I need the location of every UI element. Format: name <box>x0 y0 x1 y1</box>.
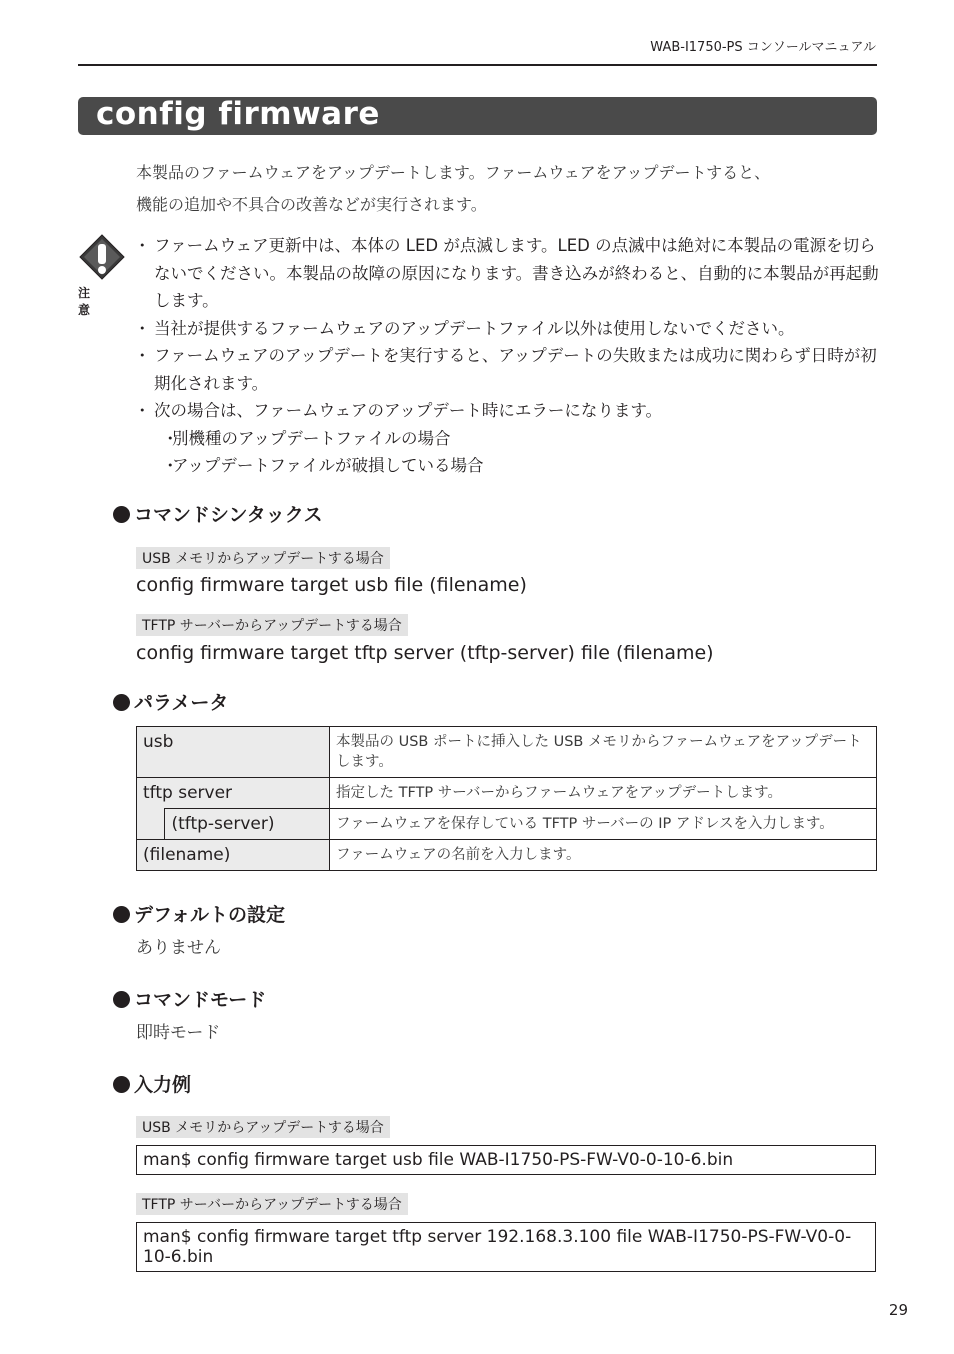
caution-list <box>136 232 881 480</box>
header-rule <box>78 64 877 66</box>
param-desc: ファームウェアの名前を入力します。 <box>330 840 877 871</box>
running-header: WAB-I1750-PS コンソールマニュアル <box>650 40 876 55</box>
intro-line-1: 本製品のファームウェアをアップデートします。ファームウェアをアップデートすると、 <box>136 163 771 182</box>
example-tftp-tag: TFTP サーバーからアップデートする場合 <box>136 1193 408 1215</box>
param-desc: 本製品の USB ポートに挿入した USB メモリからファームウェアをアップデートします。 <box>330 727 877 778</box>
default-heading: デフォルトの設定 <box>113 900 285 927</box>
caution-icon <box>78 234 126 317</box>
syntax-tftp-command: config firmware target tftp server (tftp-server) file (filename) <box>136 642 714 664</box>
mode-value: 即時モード <box>136 1023 221 1043</box>
syntax-tftp-tag: TFTP サーバーからアップデートする場合 <box>136 614 408 636</box>
page-title: config firmware <box>96 96 380 132</box>
params-heading: パラメータ <box>113 688 228 715</box>
caution-sub-item: ・ アップデートファイルが破損している場合 <box>154 452 881 480</box>
mode-heading: コマンドモード <box>113 985 266 1012</box>
param-desc: 指定した TFTP サーバーからファームウェアをアップデートします。 <box>330 778 877 809</box>
bullet-icon <box>113 1076 130 1093</box>
caution-sub-list <box>154 425 881 480</box>
example-usb-tag: USB メモリからアップデートする場合 <box>136 1116 390 1138</box>
example-tftp-command: man$ config firmware target tftp server 192.168.3.100 file WAB-I1750-PS-FW-V0-0-10-6.bin <box>136 1222 876 1272</box>
example-usb-command: man$ config firmware target usb file WAB-I1750-PS-FW-V0-0-10-6.bin <box>136 1145 876 1175</box>
intro-line-2: 機能の追加や不具合の改善などが実行されます。 <box>136 195 487 214</box>
caution-item-text: 次の場合は、ファームウェアのアップデート時にエラーになります。 <box>154 401 663 420</box>
caution-label: 注 意 <box>78 286 101 317</box>
warning-icon <box>78 234 126 280</box>
caution-item <box>136 397 881 480</box>
caution-sub-item: ・ 別機種のアップデートファイルの場合 <box>154 425 881 453</box>
example-heading: 入力例 <box>113 1070 191 1097</box>
syntax-usb-command: config firmware target usb file (filename) <box>136 574 527 596</box>
param-table <box>136 726 877 871</box>
syntax-heading: コマンドシンタックス <box>113 500 323 527</box>
bullet-icon <box>113 906 130 923</box>
syntax-usb-tag: USB メモリからアップデートする場合 <box>136 547 390 569</box>
page-number: 29 <box>888 1301 908 1319</box>
param-name: (filename) <box>137 840 330 871</box>
bullet-icon <box>113 506 130 523</box>
intro-paragraph <box>136 157 881 221</box>
table-row <box>137 727 877 778</box>
param-name: usb <box>137 727 330 778</box>
table-row <box>137 809 877 840</box>
caution-item: ・ ファームウェア更新中は、本体の LED が点滅します。LED の点滅中は絶対に本製品の電源を切らないでください。本製品の故障の原因になります。書き込みが終わると、自動的に本製品が再起動します。 <box>136 232 881 315</box>
title-bar <box>78 97 877 135</box>
param-name: (tftp-server) <box>165 809 330 840</box>
bullet-icon <box>113 694 130 711</box>
bullet-icon <box>113 991 130 1008</box>
param-desc: ファームウェアを保存している TFTP サーバーの IP アドレスを入力します。 <box>330 809 877 840</box>
param-indent <box>137 809 165 840</box>
caution-item: ・ 当社が提供するファームウェアのアップデートファイル以外は使用しないでください。 <box>136 315 881 343</box>
caution-item: ・ ファームウェアのアップデートを実行すると、アップデートの失敗または成功に関わらず日時が初期化されます。 <box>136 342 881 397</box>
default-value: ありません <box>136 938 221 958</box>
table-row <box>137 778 877 809</box>
param-name: tftp server <box>137 778 330 809</box>
table-row <box>137 840 877 871</box>
